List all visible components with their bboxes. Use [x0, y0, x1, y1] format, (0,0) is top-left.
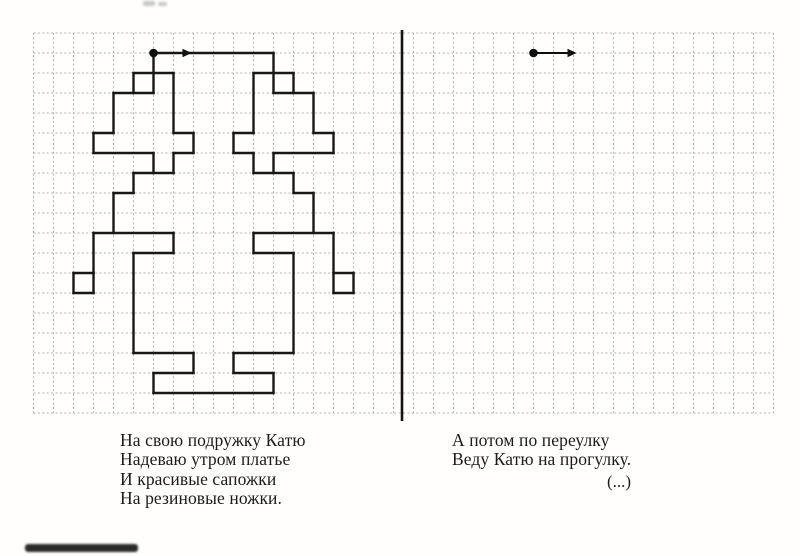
scan-edge-artifact	[143, 1, 155, 6]
poem-line: Надеваю утром платье	[120, 449, 291, 470]
scan-smear-artifact	[25, 544, 138, 552]
poem-line: Веду Катю на прогулку.	[452, 449, 632, 470]
poem-line: А потом по переулку	[452, 430, 610, 450]
left-arrowhead-icon	[183, 49, 192, 57]
left-poem	[120, 431, 306, 508]
right-poem	[452, 431, 631, 470]
right-start-dot	[529, 49, 538, 58]
poem-line: На свою подружку Катю	[120, 430, 306, 450]
right-arrowhead-icon	[568, 49, 577, 57]
poem-line: И красивые сапожки	[120, 468, 277, 489]
poem-line: На резиновые ножки.	[120, 487, 282, 508]
continuation-ellipsis: (...)	[607, 472, 632, 491]
scan-edge-artifact	[158, 2, 167, 6]
grid-lines	[34, 33, 774, 413]
left-start-dot	[149, 49, 158, 58]
